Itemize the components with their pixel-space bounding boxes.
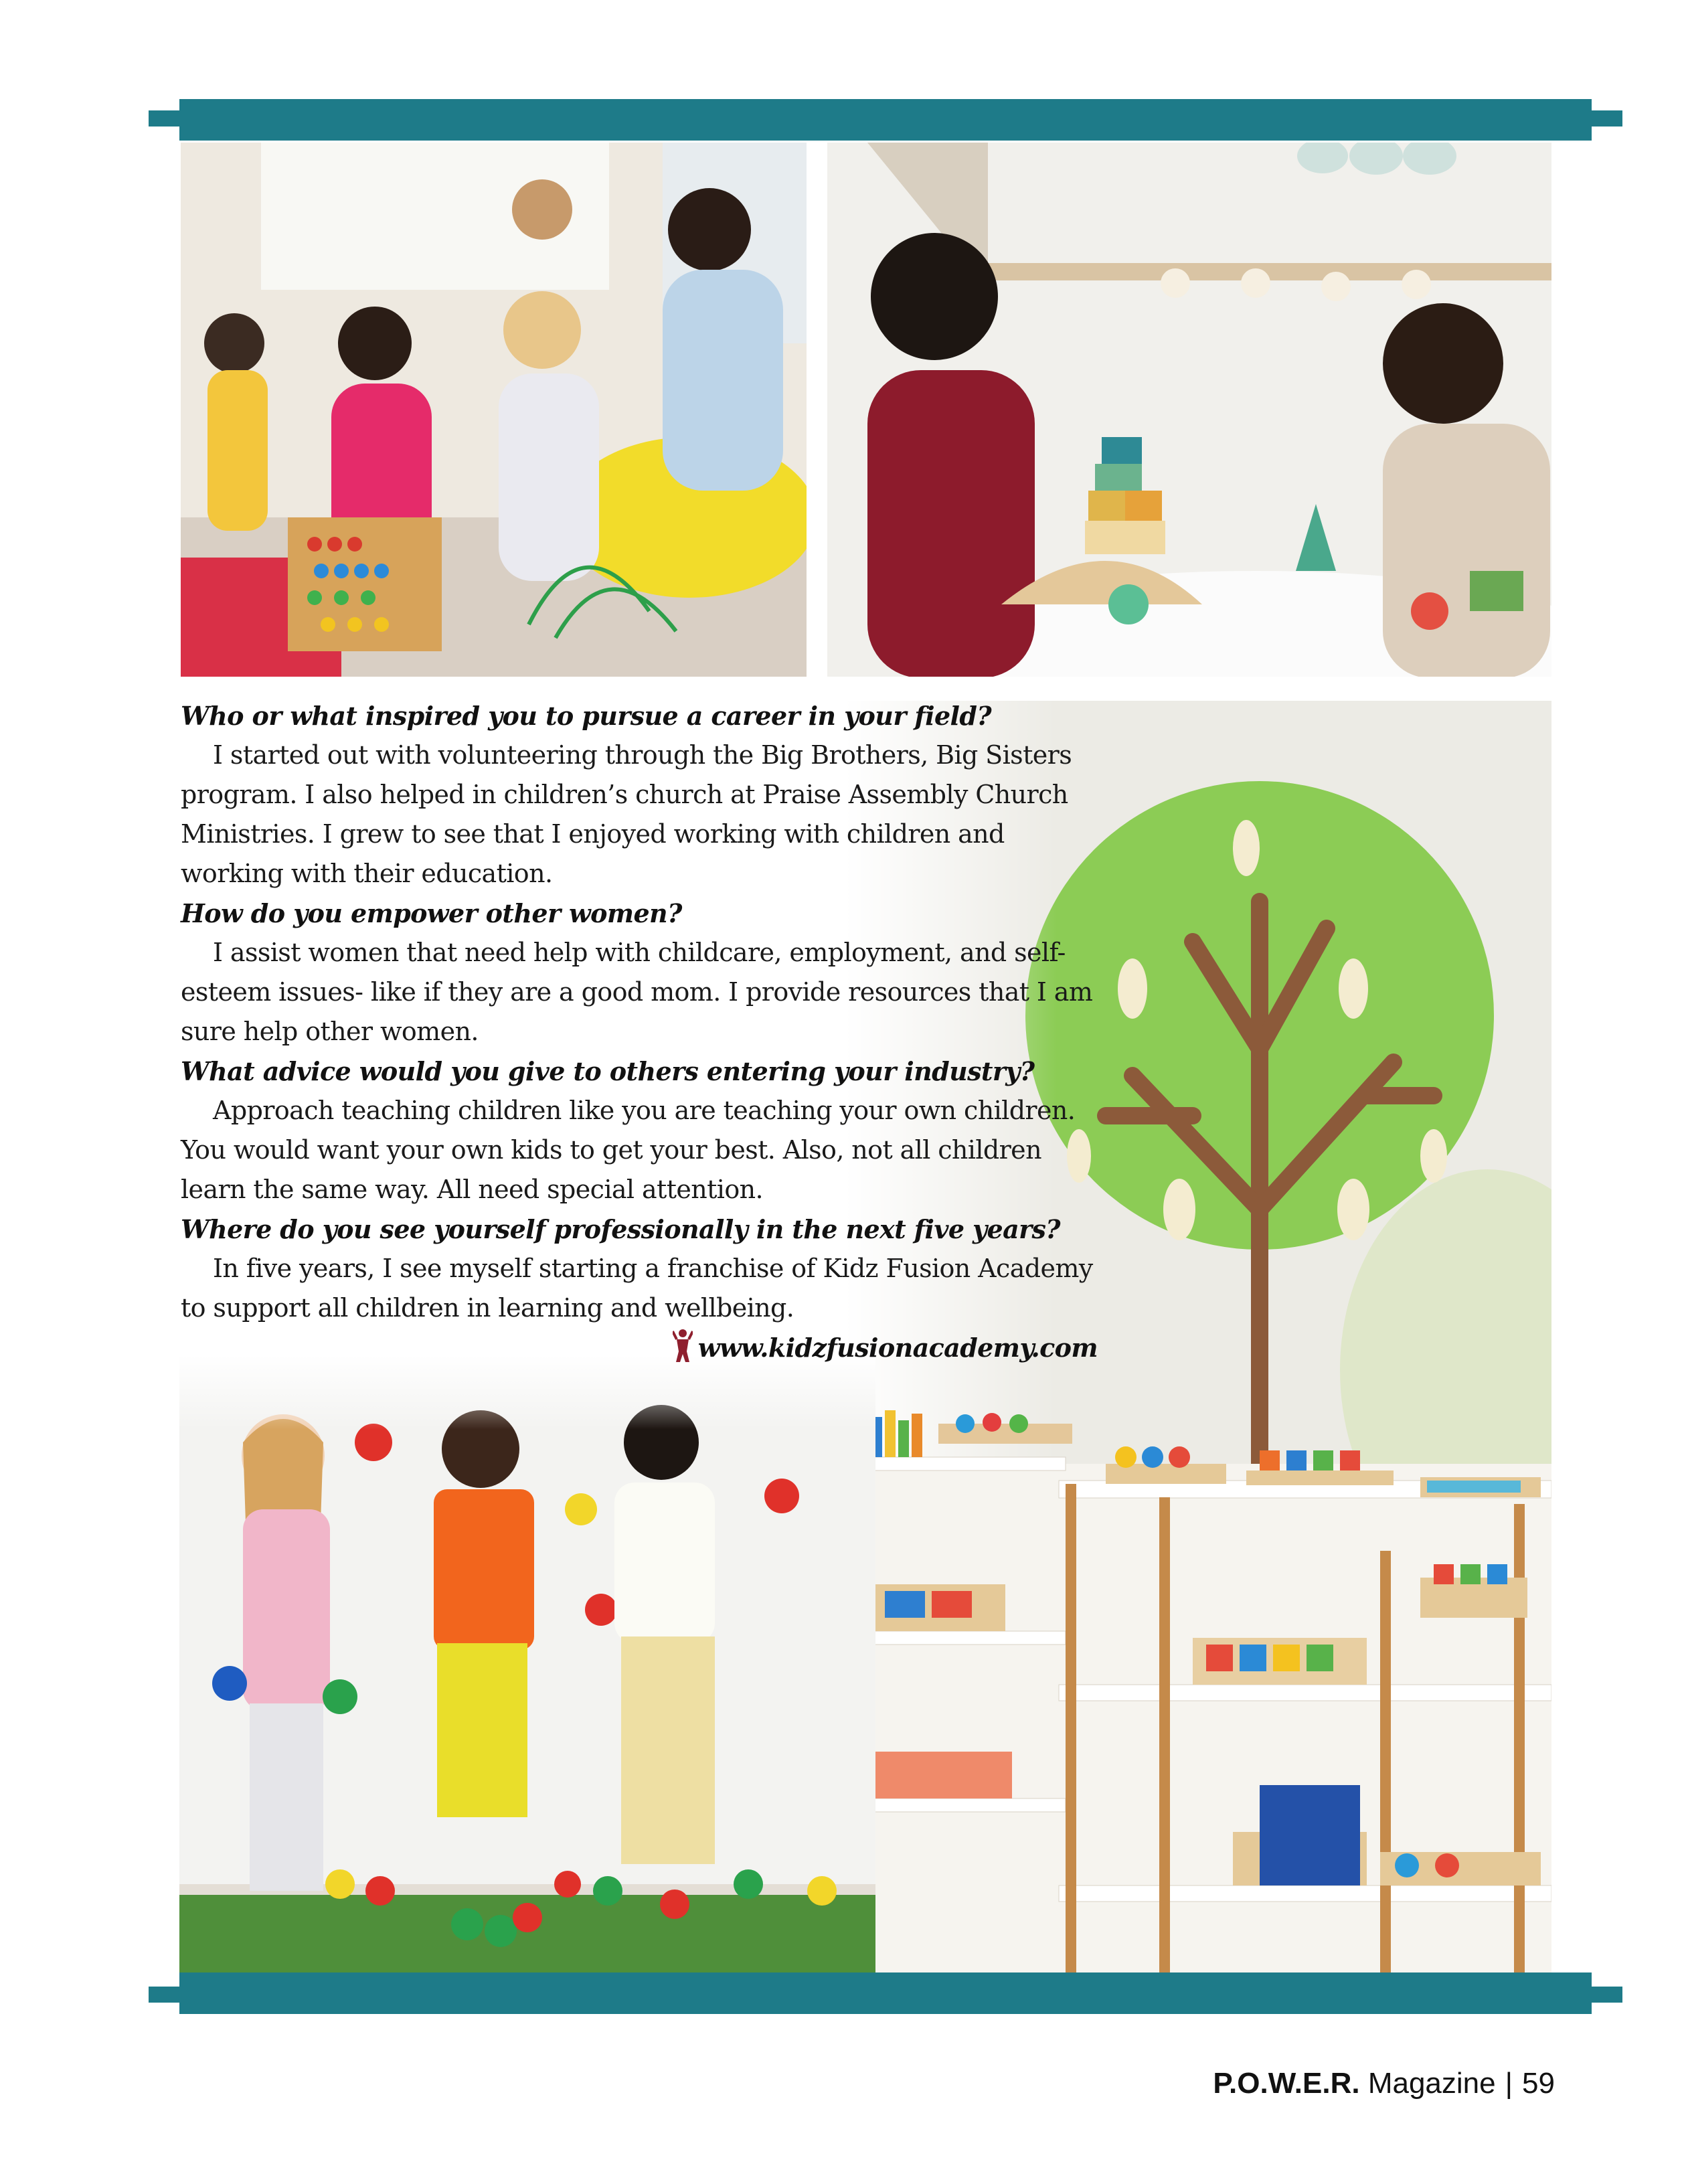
bottom-bar-right-cap: [1582, 1987, 1622, 2003]
question-empower-women: How do you empower other women?: [181, 898, 682, 928]
magazine-word: Magazine: [1367, 2067, 1496, 2100]
website-link[interactable]: [673, 1328, 1098, 1367]
page-number: 59: [1522, 2067, 1555, 2100]
answer-industry-advice: Approach teaching children like you are teaching your own children. You would want your own kids to get your best. Also, not all children learn the same way. All need special attention.: [181, 1096, 1076, 1204]
top-bar-left-cap: [149, 110, 189, 127]
top-bar-right-cap: [1582, 110, 1622, 127]
photo-classroom-circle: [181, 143, 807, 677]
answer-empower-women: I assist women that need help with childcare, employment, and self-esteem issues- like if they are a good mom. I provide resources that I am sure help other women.: [181, 938, 1093, 1046]
magazine-brand: P.O.W.E.R.: [1213, 2067, 1360, 2100]
article-text-column: [181, 696, 1098, 1367]
answer-inspiration: I started out with volunteering through the Big Brothers, Big Sisters program. I also helped in children’s church at Praise Assembly Church Ministries. I grew to see that I enjoyed working with children and working with their education.: [181, 740, 1072, 888]
bottom-bar-left-cap: [149, 1987, 189, 2003]
page-footer: [1213, 2067, 1555, 2100]
question-inspiration: Who or what inspired you to pursue a career in your field?: [181, 701, 991, 731]
website-text: www.kidzfusionacademy.com: [697, 1333, 1098, 1363]
top-accent-bar: [179, 99, 1592, 141]
bottom-accent-bar: [179, 1972, 1592, 2014]
photo-kids-with-balls: [179, 1355, 875, 1972]
website-line: [181, 1328, 1098, 1367]
question-five-years: Where do you see yourself professionally in the next five years?: [181, 1214, 1060, 1244]
answer-five-years: In five years, I see myself starting a franchise of Kidz Fusion Academy to support all children in learning and wellbeing.: [181, 1254, 1093, 1323]
footer-separator: |: [1505, 2067, 1513, 2100]
kid-figure-icon: [673, 1329, 693, 1363]
question-industry-advice: What advice would you give to others entering your industry?: [181, 1056, 1035, 1086]
photo-toddlers-blocks: [827, 143, 1551, 677]
